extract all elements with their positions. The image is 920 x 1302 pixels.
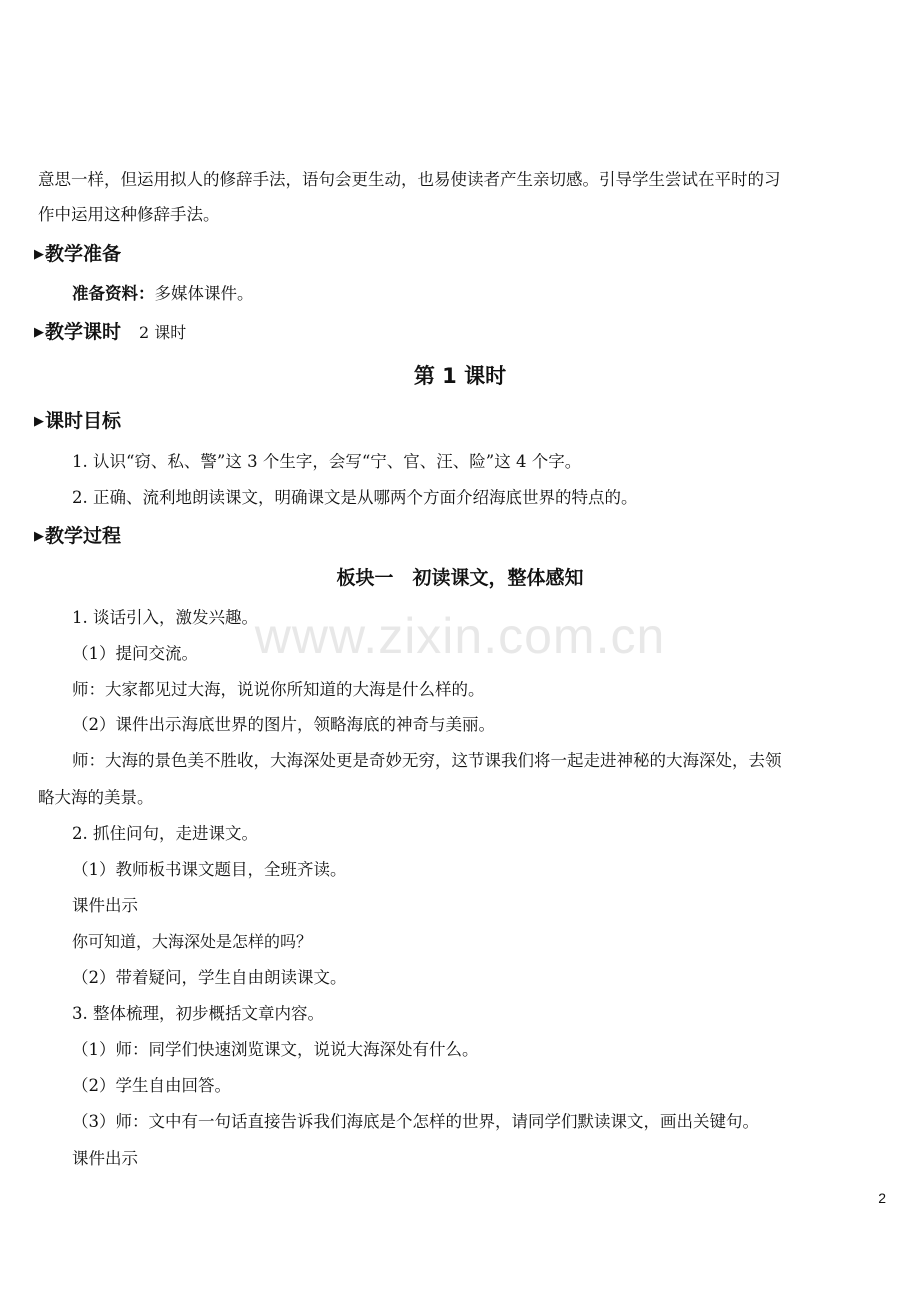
process-line: （1）提问交流。	[72, 644, 198, 663]
process-line: 课件出示	[72, 1149, 138, 1168]
section-heading-prep	[34, 242, 121, 267]
triangle-bullet-icon: ▶	[34, 414, 44, 429]
process-line: （2）课件出示海底世界的图片，领略海底的神奇与美丽。	[72, 715, 495, 734]
process-line: 师：大海的景色美不胜收，大海深处更是奇妙无穷，这节课我们将一起走进神秘的大海深处，去领	[72, 751, 782, 770]
triangle-bullet-icon: ▶	[34, 325, 44, 340]
section-heading-hours	[34, 320, 186, 345]
process-line: （3）师：文中有一句话直接告诉我们海底是个怎样的世界，请同学们默读课文，画出关键句。	[72, 1112, 759, 1131]
process-line: （2）带着疑问，学生自由朗读课文。	[72, 968, 347, 987]
hours-value: 2 课时	[139, 323, 187, 342]
process-heading: 教学过程	[45, 525, 122, 547]
section-heading-process	[34, 524, 121, 549]
triangle-bullet-icon: ▶	[34, 529, 44, 544]
prep-value: 多媒体课件。	[154, 284, 254, 303]
prep-line	[72, 282, 254, 306]
block-title: 板块一 初读课文，整体感知	[336, 567, 584, 589]
process-line: 1. 谈话引入，激发兴趣。	[72, 608, 258, 627]
intro-line-2: 作中运用这种修辞手法。	[38, 205, 220, 224]
process-line: 课件出示	[72, 896, 138, 915]
hours-heading: 教学课时	[45, 321, 122, 343]
process-line: 师：大家都见过大海，说说你所知道的大海是什么样的。	[72, 680, 485, 699]
process-line: （2）学生自由回答。	[72, 1076, 231, 1095]
process-line: 3. 整体梳理，初步概括文章内容。	[72, 1004, 324, 1023]
prep-heading: 教学准备	[45, 243, 122, 265]
triangle-bullet-icon: ▶	[34, 247, 44, 262]
page-number: 2	[878, 1190, 886, 1206]
goal-item: 2. 正确、流利地朗读课文，明确课文是从哪两个方面介绍海底世界的特点的。	[72, 488, 638, 507]
section-heading-goals	[34, 409, 121, 434]
process-line: （1）教师板书课文题目，全班齐读。	[72, 860, 347, 879]
process-line: 略大海的美景。	[38, 788, 154, 807]
process-line: 2. 抓住问句，走进课文。	[72, 824, 258, 843]
lesson-title: 第 1 课时	[413, 364, 507, 388]
intro-line-1: 意思一样，但运用拟人的修辞手法，语句会更生动，也易使读者产生亲切感。引导学生尝试在平时的习	[38, 170, 781, 189]
process-line: （1）师：同学们快速浏览课文，说说大海深处有什么。	[72, 1040, 479, 1059]
prep-label: 准备资料：	[72, 284, 155, 303]
goal-item: 1. 认识“窃、私、警”这 3 个生字，会写“宁、官、汪、险”这 4 个字。	[72, 452, 582, 471]
goals-heading: 课时目标	[45, 410, 122, 432]
courseware-quote: 你可知道，大海深处是怎样的吗？	[72, 932, 313, 951]
watermark: www.zixin.com.cn	[254, 608, 666, 664]
